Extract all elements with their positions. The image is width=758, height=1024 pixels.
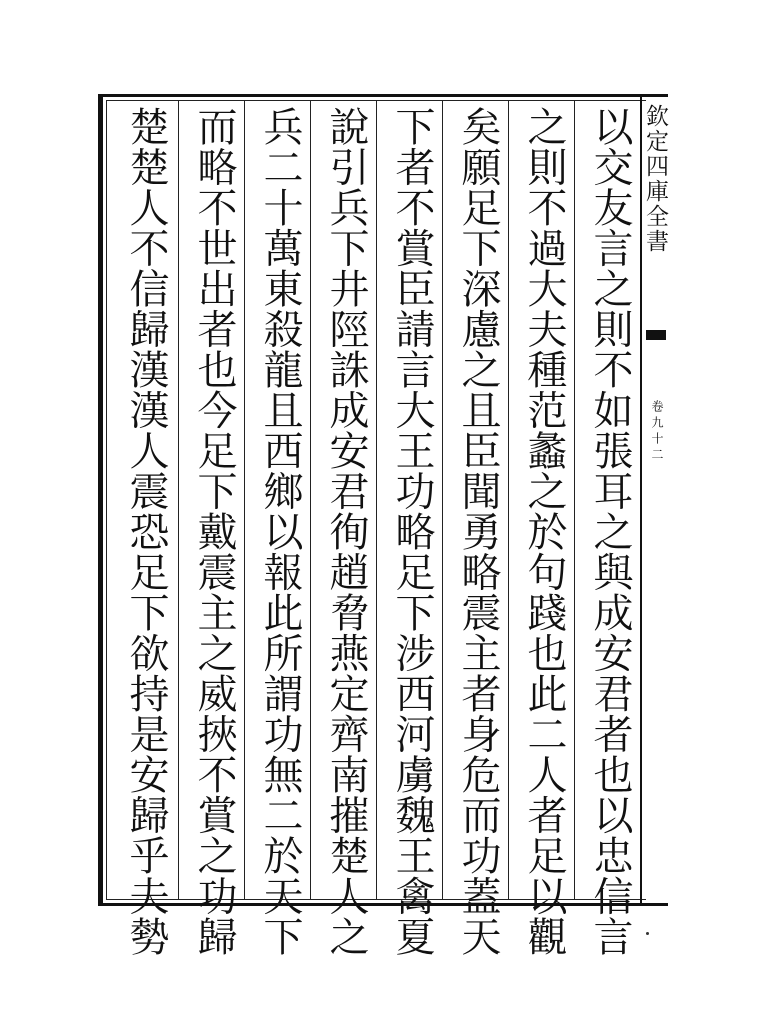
column-rule (376, 100, 377, 900)
text-column-2: 之則不過大夫種范蠡之於句踐也此二人者足以觀 (521, 106, 567, 957)
column-rule (508, 100, 509, 900)
text-column-8: 楚楚人不信歸漢漢人震恐足下欲持是安歸乎夫勢 (123, 106, 169, 957)
text-column-3: 矣願足下深慮之且臣聞勇略震主者身危而功蓋天 (455, 106, 501, 957)
margin-book-title: 欽定四庫全書 (642, 104, 668, 254)
column-rule (178, 100, 179, 900)
column-rule (574, 100, 575, 900)
fishtail-mark-icon (646, 330, 666, 340)
column-rule (244, 100, 245, 900)
text-column-5: 說引兵下井陘誅成安君徇趙脅燕定齊南摧楚人之 (323, 106, 369, 957)
ink-speck (646, 932, 649, 935)
text-column-1: 以交友言之則不如張耳之與成安君者也以忠信言 (587, 106, 633, 957)
text-column-6: 兵二十萬東殺龍且西鄉以報此所謂功無二於天下 (257, 106, 303, 957)
column-rule (442, 100, 443, 900)
text-column-7: 而略不世出者也今足下戴震主之威挾不賞之功歸 (191, 106, 237, 957)
margin-volume-number: 卷九十二 (650, 400, 664, 464)
column-rule (310, 100, 311, 900)
text-column-4: 下者不賞臣請言大王功略足下涉西河虜魏王禽夏 (389, 106, 435, 957)
